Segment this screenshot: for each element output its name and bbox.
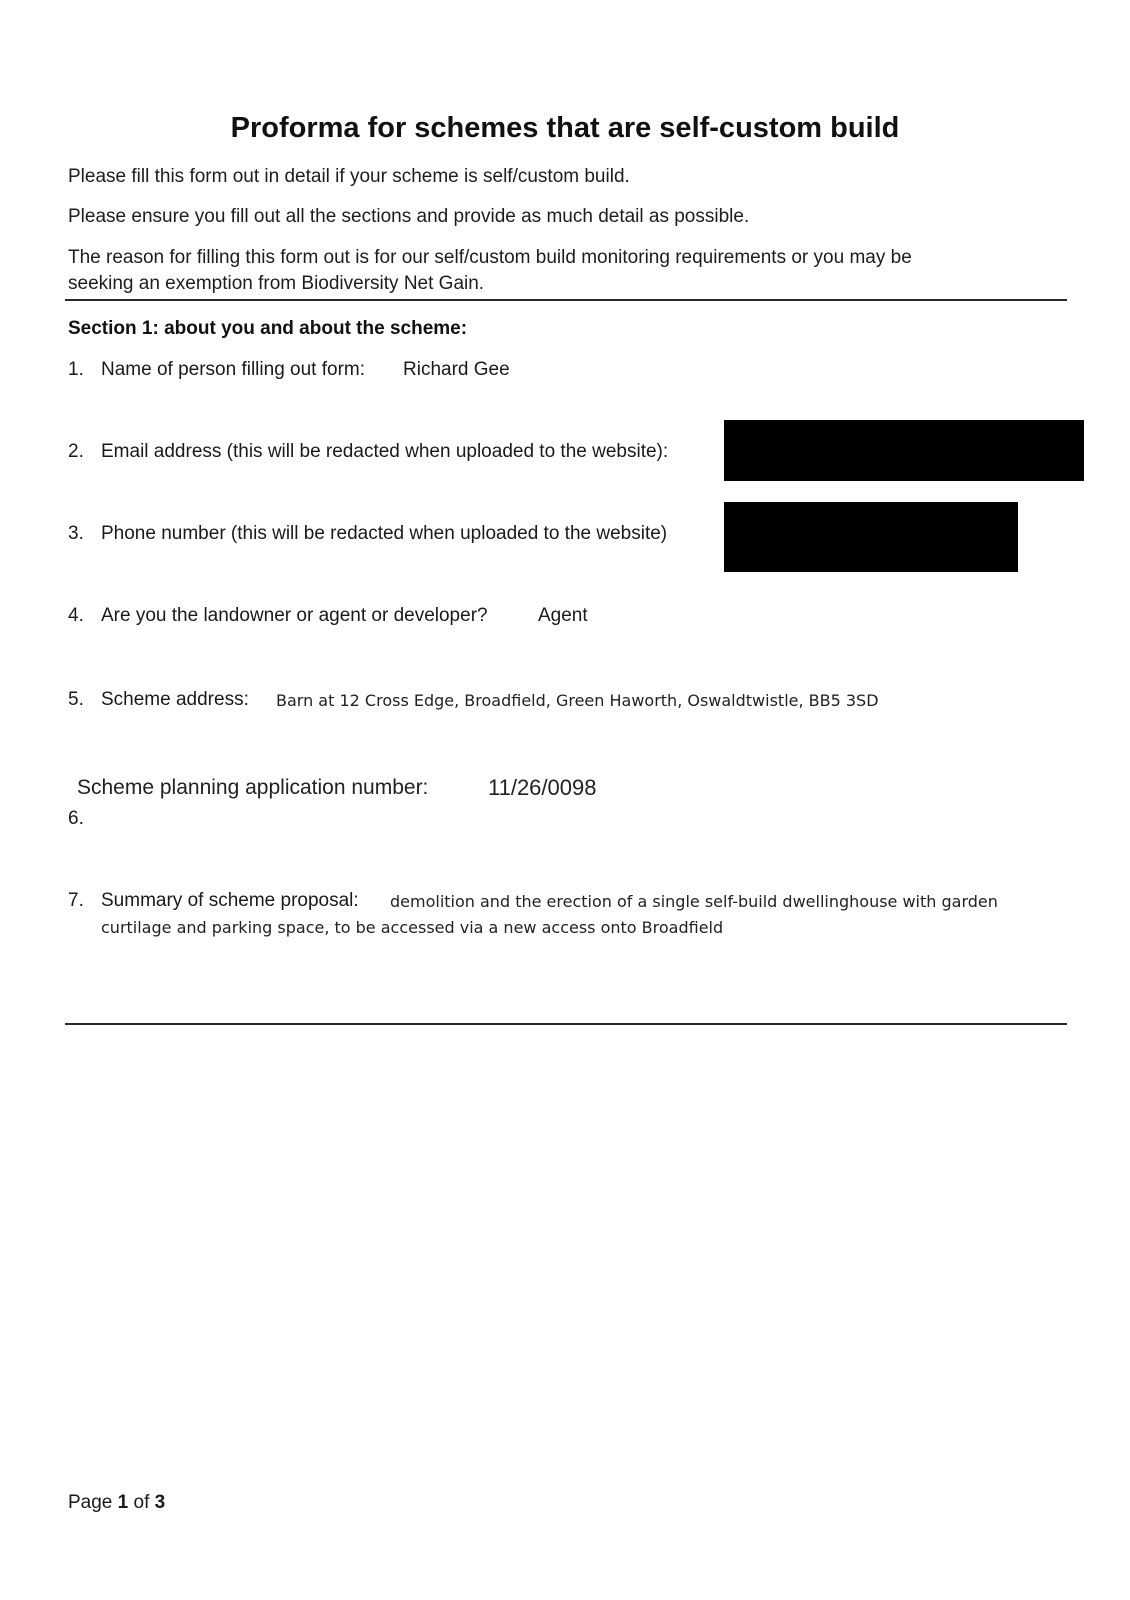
question-2-number: 2. — [68, 441, 84, 462]
question-1-number: 1. — [68, 359, 84, 380]
intro-line-4: seeking an exemption from Biodiversity Net Gain. — [68, 273, 485, 294]
question-1-label: Name of person filling out form: — [101, 359, 366, 380]
question-6-answer: 11/26/0098 — [488, 775, 597, 800]
bottom-divider — [65, 1023, 1067, 1025]
footer-of-word: of — [133, 1492, 150, 1513]
question-7-number: 7. — [68, 890, 84, 911]
intro-line-3: The reason for filling this form out is for our self/custom build monitoring requirements or you may be — [68, 247, 912, 268]
question-7-answer-line-1: demolition and the erection of a single self-build dwellinghouse with garden — [390, 892, 998, 911]
footer-total-pages: 3 — [154, 1492, 166, 1513]
intro-line-2: Please ensure you fill out all the sections and provide as much detail as possible. — [68, 206, 750, 227]
footer-page-word: Page — [68, 1492, 113, 1513]
question-7-answer-line-2: curtilage and parking space, to be accessed via a new access onto Broadfield — [101, 918, 724, 937]
question-5-number: 5. — [68, 689, 84, 710]
intro-line-1: Please fill this form out in detail if your scheme is self/custom build. — [68, 166, 630, 187]
question-5-answer: Barn at 12 Cross Edge, Broadfield, Green Haworth, Oswaldtwistle, BB5 3SD — [276, 691, 879, 710]
question-4-answer: Agent — [538, 605, 588, 626]
footer-current-page: 1 — [117, 1492, 129, 1513]
question-6-label: Scheme planning application number: — [77, 776, 429, 799]
question-2-label: Email address (this will be redacted when uploaded to the website): — [101, 441, 669, 462]
section-1-heading: Section 1: about you and about the scheme: — [68, 318, 468, 339]
document-title: Proforma for schemes that are self-custom build — [230, 112, 900, 144]
question-3-label: Phone number (this will be redacted when uploaded to the website) — [101, 523, 668, 544]
question-6-number: 6. — [68, 808, 84, 829]
question-4-label: Are you the landowner or agent or developer? — [101, 605, 488, 626]
top-divider — [65, 299, 1067, 301]
question-5-label: Scheme address: — [101, 689, 249, 710]
email-redaction — [724, 420, 1084, 481]
question-7-label: Summary of scheme proposal: — [101, 890, 359, 911]
question-1-answer: Richard Gee — [403, 359, 510, 380]
question-3-number: 3. — [68, 523, 84, 544]
phone-redaction — [724, 502, 1018, 572]
page-footer — [68, 1492, 165, 1514]
question-4-number: 4. — [68, 605, 84, 626]
